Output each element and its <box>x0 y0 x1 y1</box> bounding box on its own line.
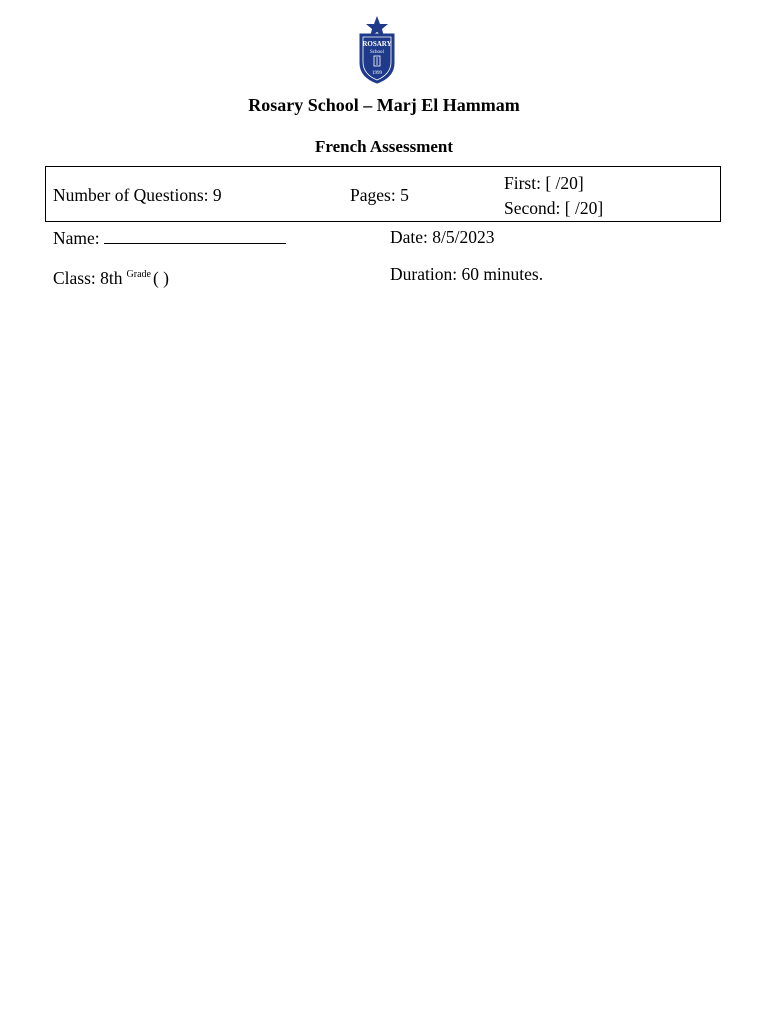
class-field <box>53 264 169 289</box>
svg-text:School: School <box>370 50 384 55</box>
school-logo <box>354 15 400 85</box>
assessment-title: French Assessment <box>314 137 454 156</box>
svg-text:ROSARY: ROSARY <box>362 40 392 48</box>
second-grade-score: Second: [ /20] <box>504 198 604 218</box>
exam-date: Date: 8/5/2023 <box>390 227 495 247</box>
pages-count: Pages: 5 <box>350 185 409 205</box>
class-label: Class: 8th <box>53 268 123 288</box>
school-name: Rosary School – Marj El Hammam <box>248 95 520 115</box>
exam-duration: Duration: 60 minutes. <box>390 264 544 284</box>
class-section-blank: ( ) <box>152 268 169 288</box>
first-grade-score: First: [ /20] <box>504 173 584 193</box>
svg-text:1999: 1999 <box>372 71 382 76</box>
rosary-crest-icon <box>354 15 400 85</box>
name-label: Name: <box>53 228 100 248</box>
exam-info-box <box>45 166 721 222</box>
student-name-field <box>53 227 286 249</box>
name-blank-line[interactable] <box>104 227 286 244</box>
questions-count: Number of Questions: 9 <box>53 185 222 205</box>
grade-superscript: Grade <box>126 269 151 280</box>
